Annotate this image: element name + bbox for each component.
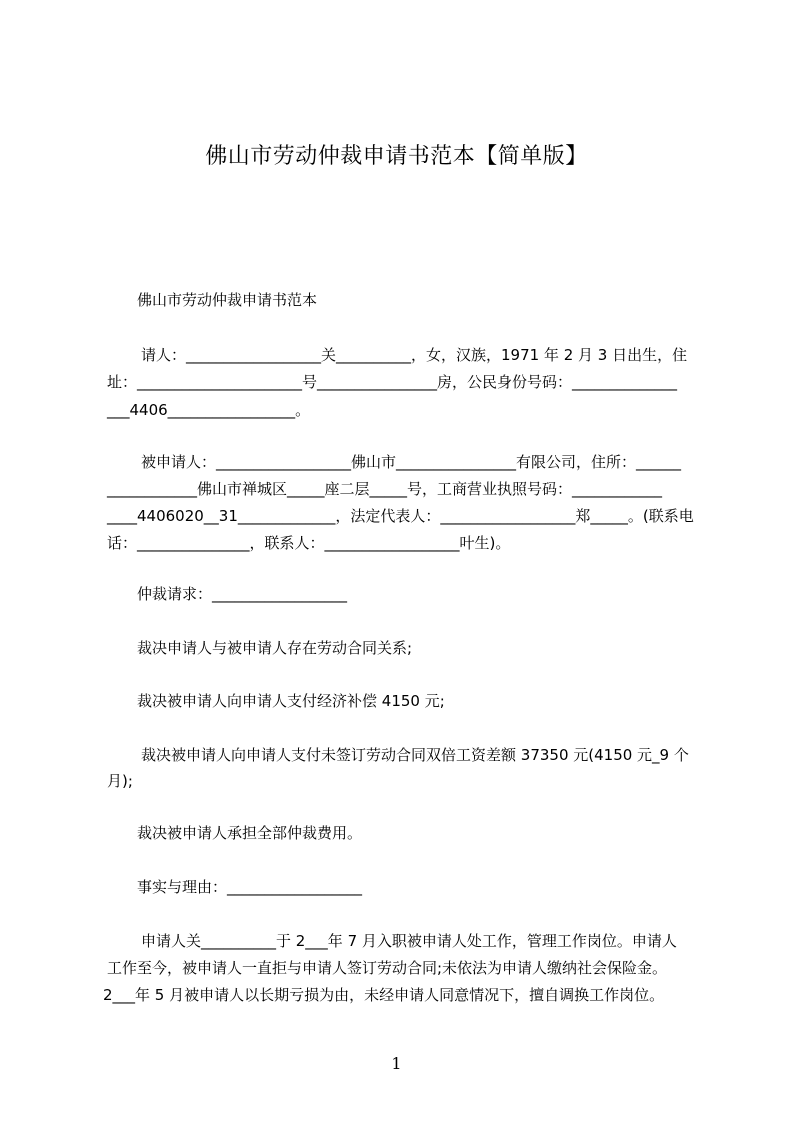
doc-line: 请人：__________________关__________，女，汉族，1971 年 2 月 3 日出生，住 xyxy=(141,346,688,364)
doc-line: 月); xyxy=(107,772,133,790)
doc-line: 裁决被申请人承担全部仲裁费用。 xyxy=(137,824,363,842)
doc-line: 址：______________________号________________房，公民身份号码：______________ xyxy=(107,373,678,391)
doc-line: 仲裁请求：__________________ xyxy=(137,585,348,603)
doc-line: 工作至今，被申请人一直拒与申请人签订劳动合同;未依法为申请人缴纳社会保险金。 xyxy=(107,959,668,977)
doc-line: 申请人关__________于 2___年 7 月入职被申请人处工作，管理工作岗位。申请人 xyxy=(141,932,677,950)
doc-line: ____________佛山市禅城区_____座二层_____号，工商营业执照号码：____________ xyxy=(107,480,663,498)
doc-line: ___4406_________________。 xyxy=(107,401,311,419)
doc-line: 话：_______________，联系人：__________________叶生)。 xyxy=(107,534,511,552)
document-title: 佛山市劳动仲裁申请书范本【简单版】 xyxy=(205,144,588,169)
doc-line: 裁决申请人与被申请人存在劳动合同关系; xyxy=(137,639,413,657)
doc-line: 事实与理由：__________________ xyxy=(137,878,363,896)
doc-line: 裁决被申请人向申请人支付未签订劳动合同双倍工资差额 37350 元(4150 元_9 个 xyxy=(141,746,689,764)
page-number: 1 xyxy=(391,1054,402,1073)
doc-line: 佛山市劳动仲裁申请书范本 xyxy=(137,291,318,309)
doc-line: ____4406020__31_____________，法定代表人：__________________郑_____。(联系电 xyxy=(107,507,694,525)
doc-line: 被申请人：__________________佛山市________________有限公司，住所：______ xyxy=(141,453,682,471)
doc-line: 裁决被申请人向申请人支付经济补偿 4150 元; xyxy=(137,692,445,710)
doc-line: 2___年 5 月被申请人以长期亏损为由，未经申请人同意情况下，擅自调换工作岗位。 xyxy=(103,986,665,1004)
